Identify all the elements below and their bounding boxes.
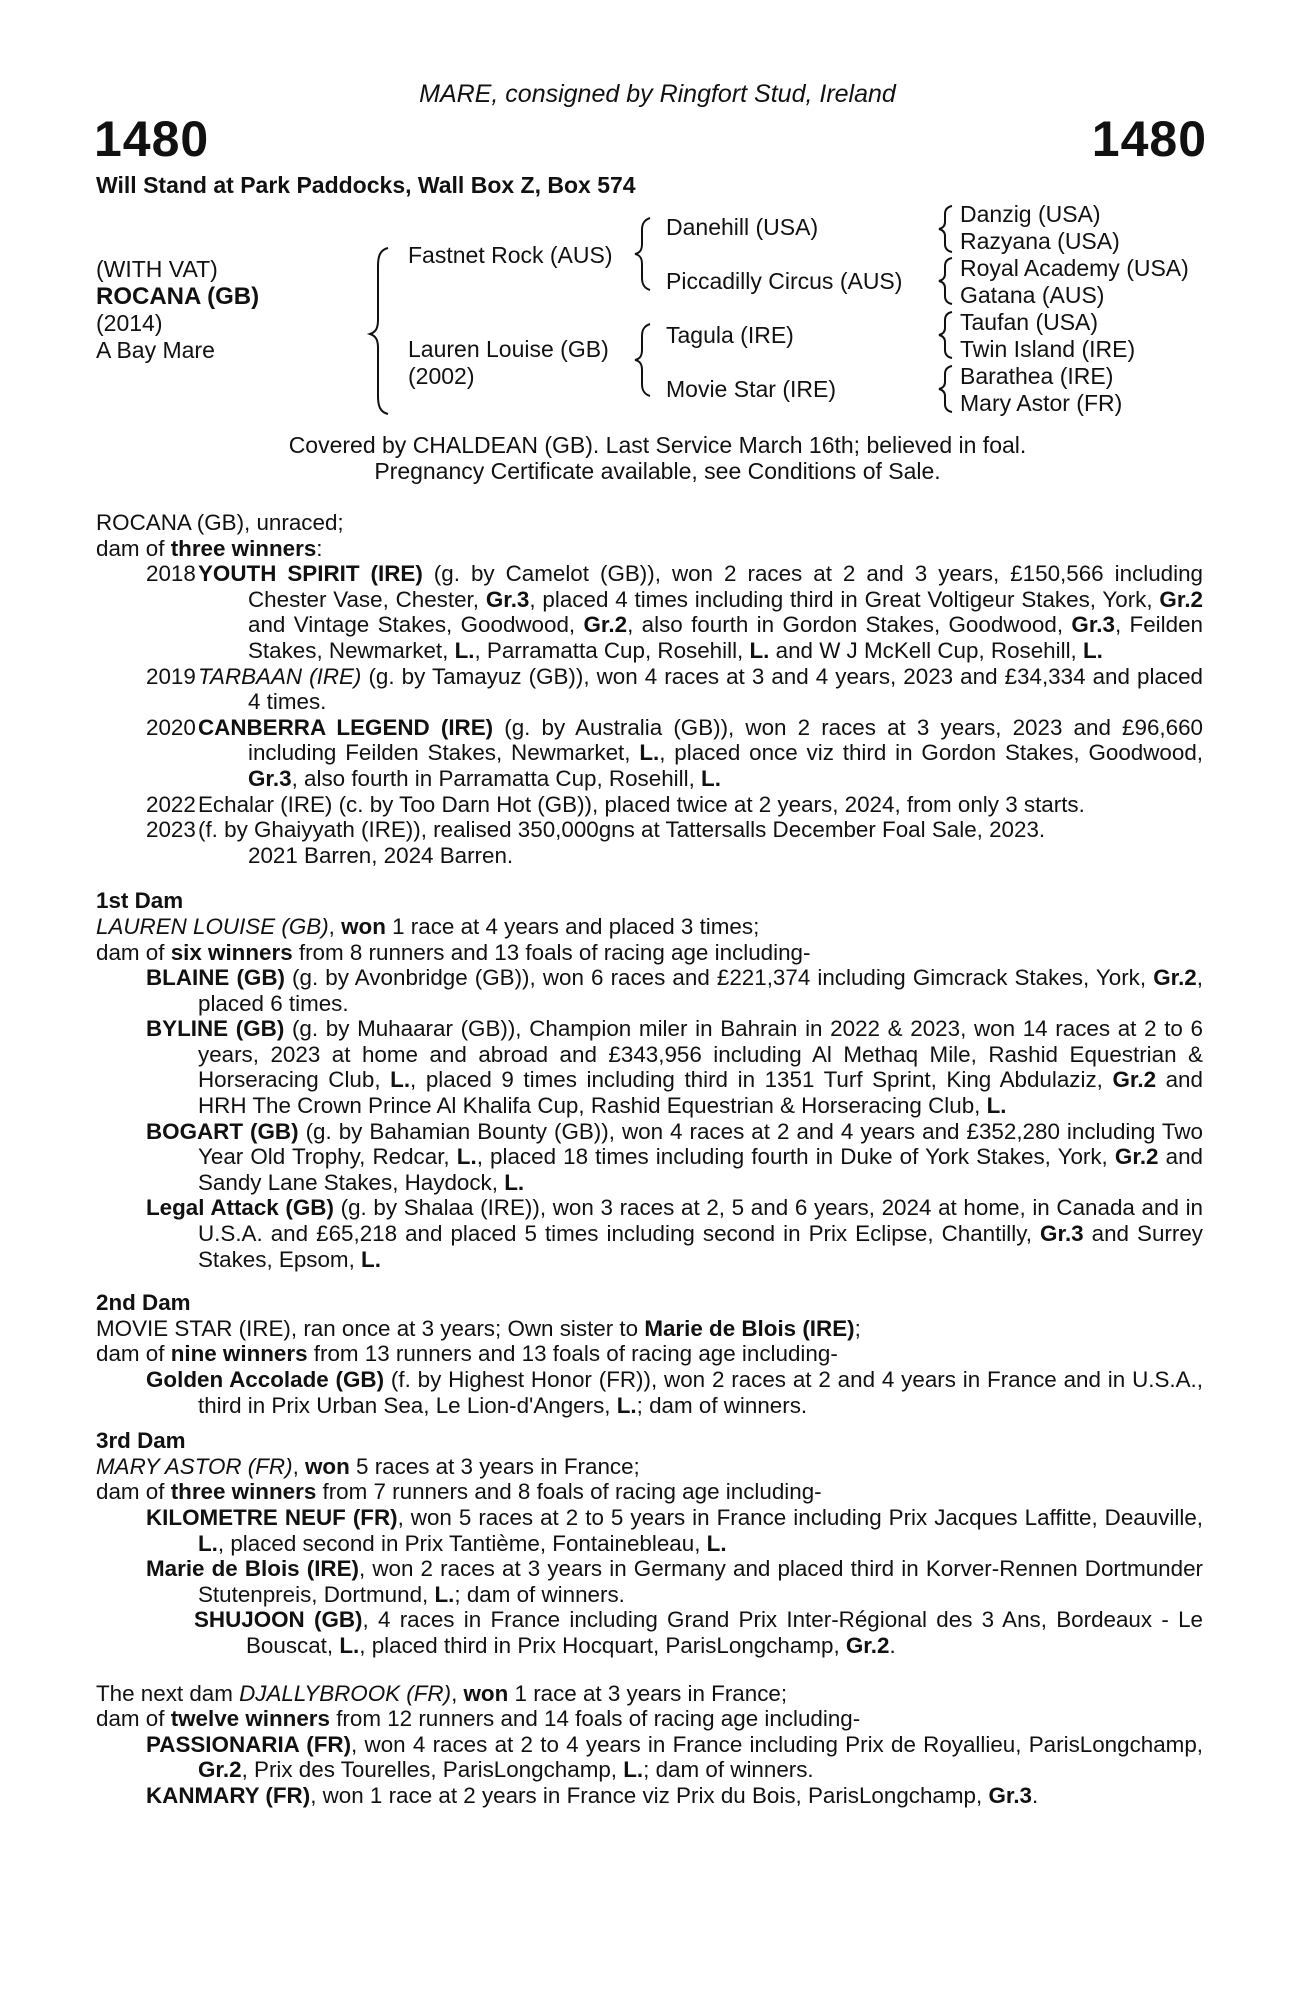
lot-number-right: 1480	[1091, 111, 1207, 167]
horse-year: (2014)	[96, 310, 163, 336]
produce-text: TARBAAN (IRE) (g. by Tamayuz (GB)), won 4 races at 3 and 4 years, 2023 and £34,334 and placed 4 times.	[198, 663, 1203, 715]
pedigree-dds: Barathea (IRE)	[960, 363, 1114, 389]
catalogue-body	[96, 510, 1203, 1809]
second-dam-line-2: dam of nine winners from 13 runners and 13 foals of racing age including-	[96, 1341, 838, 1367]
lot-number-left: 1480	[94, 111, 210, 167]
first-dam-runner: BYLINE (GB) (g. by Muhaarar (GB)), Champion miler in Bahrain in 2022 & 2023, won 14 races at 2 to 6 years, 2023 at home and abroad and £343,956 including Al Methaq Mile, Rashid Equestrian & Horseracing Club, L., placed 9 times including third in 1351 Turf Sprint, King Abdulaziz, Gr.2 and HRH The Crown Prince Al Khalifa Cup, Rashid Equestrian & Horseracing Club, L.	[146, 1016, 1203, 1119]
produce-item	[96, 664, 1203, 715]
produce-item	[96, 561, 1203, 663]
second-dam-line-1: MOVIE STAR (IRE), ran once at 3 years; Own sister to Marie de Blois (IRE);	[96, 1315, 861, 1341]
produce-year: 2018	[146, 561, 196, 587]
brace-sd	[939, 258, 952, 304]
third-dam-heading: 3rd Dam	[96, 1428, 186, 1454]
pedigree-ds: Tagula (IRE)	[666, 322, 794, 348]
pedigree-dam: Lauren Louise (GB)	[408, 336, 609, 362]
produce-year: 2023	[146, 817, 196, 843]
covered-line-2: Pregnancy Certificate available, see Conditions of Sale.	[374, 458, 941, 484]
second-dam-runner: Golden Accolade (GB) (f. by Highest Honor (FR)), won 2 races at 2 and 4 years in France and in U.S.A., third in Prix Urban Sea, Le Lion-d'Angers, L.; dam of winners.	[146, 1367, 1203, 1418]
pedigree-ssd: Razyana (USA)	[960, 228, 1120, 254]
brace-ss	[939, 206, 952, 252]
brace-dd	[939, 366, 952, 412]
pedigree-sire: Fastnet Rock (AUS)	[408, 242, 613, 268]
pedigree-sds: Royal Academy (USA)	[960, 255, 1189, 281]
third-dam-runner: KILOMETRE NEUF (FR), won 5 races at 2 to 5 years in France including Prix Jacques Laffitte, Deauville, L., placed second in Prix Tantième, Fontainebleau, L.	[146, 1504, 1203, 1556]
pedigree-ddd: Mary Astor (FR)	[960, 390, 1123, 416]
stand-location: Will Stand at Park Paddocks, Wall Box Z, Box 574	[96, 172, 636, 198]
second-dam-heading: 2nd Dam	[96, 1290, 191, 1316]
pedigree-ss: Danehill (USA)	[666, 214, 819, 240]
first-dam-list	[96, 965, 1203, 1272]
horse-name: ROCANA (GB)	[96, 283, 260, 310]
second-dam-list	[96, 1367, 1203, 1418]
third-dam-line-2: dam of three winners from 7 runners and 8 foals of racing age including-	[96, 1479, 822, 1505]
next-dam-runner: KANMARY (FR), won 1 race at 2 years in France viz Prix du Bois, ParisLongchamp, Gr.3.	[146, 1782, 1039, 1808]
third-dam-runner: Marie de Blois (IRE), won 2 races at 3 years in Germany and placed third in Korver-Rennen Dortmunder Stutenpreis, Dortmund, L.; dam of winners.	[146, 1556, 1203, 1607]
produce-intro: ROCANA (GB), unraced;	[96, 510, 344, 535]
produce-item	[96, 715, 1203, 792]
brace-ds	[939, 312, 952, 358]
produce-text: YOUTH SPIRIT (IRE) (g. by Camelot (GB)), won 2 races at 2 and 3 years, £150,566 including Chester Vase, Chester, Gr.3, placed 4 times including third in Great Voltigeur Stakes, York, Gr.2 and Vintage Stakes, Goodwood, Gr.2, also fourth in Gordon Stakes, Goodwood, Gr.3, Feilden Stakes, Newmarket, L., Parramatta Cup, Rosehill, L. and W J McKell Cup, Rosehill, L.	[198, 561, 1203, 663]
produce-dam-of: dam of three winners:	[96, 535, 323, 561]
next-dam-list	[96, 1732, 1203, 1809]
first-dam-line-1: LAUREN LOUISE (GB), won 1 race at 4 years and placed 3 times;	[96, 913, 760, 939]
third-dam-sublist	[96, 1607, 1203, 1658]
produce-year: 2019	[146, 663, 196, 689]
produce-year: 2020	[146, 714, 196, 740]
covered-line-1: Covered by CHALDEAN (GB). Last Service March 16th; believed in foal.	[288, 432, 1027, 458]
covered-note	[0, 432, 1315, 484]
pedigree-braces	[0, 0, 1315, 430]
brace-main	[370, 248, 388, 414]
third-dam-sub-runner: SHUJOON (GB), 4 races in France including Grand Prix Inter-Régional des 3 Ans, Bordeaux - Le Bouscat, L., placed third in Prix Hocquart, ParisLongchamp, Gr.2.	[194, 1607, 1203, 1658]
produce-item	[96, 843, 1203, 869]
produce-list	[96, 561, 1203, 868]
pedigree-dsd: Twin Island (IRE)	[960, 336, 1136, 362]
pedigree-dam-year: (2002)	[408, 363, 475, 389]
first-dam-runner: BLAINE (GB) (g. by Avonbridge (GB)), won 6 races and £221,374 including Gimcrack Stakes, York, Gr.2, placed 6 times.	[146, 965, 1203, 1016]
produce-item	[96, 817, 1203, 843]
first-dam-runner: BOGART (GB) (g. by Bahamian Bounty (GB)), won 4 races at 2 and 4 years and £352,280 including Two Year Old Trophy, Redcar, L., placed 18 times including fourth in Duke of York Stakes, York, Gr.2 and Sandy Lane Stakes, Haydock, L.	[146, 1118, 1203, 1195]
produce-text: (f. by Ghaiyyath (IRE)), realised 350,000gns at Tattersalls December Foal Sale, 2023.	[198, 817, 1046, 843]
produce-year: 2022	[146, 791, 196, 817]
third-dam-list	[96, 1505, 1203, 1607]
brace-sire	[635, 218, 650, 290]
first-dam-heading: 1st Dam	[96, 888, 184, 914]
vat-label: (WITH VAT)	[96, 256, 218, 282]
page-subtitle: MARE, consigned by Ringfort Stud, Ireland	[419, 80, 896, 108]
produce-text: Echalar (IRE) (c. by Too Darn Hot (GB)), placed twice at 2 years, 2024, from only 3 starts.	[198, 791, 1085, 817]
pedigree-sdd: Gatana (AUS)	[960, 282, 1105, 308]
next-dam-line-1: The next dam DJALLYBROOK (FR), won 1 race at 3 years in France;	[96, 1680, 788, 1706]
first-dam-line-2: dam of six winners from 8 runners and 13 foals of racing age including-	[96, 939, 811, 965]
pedigree-sss: Danzig (USA)	[960, 201, 1101, 227]
produce-text: CANBERRA LEGEND (IRE) (g. by Australia (GB)), won 2 races at 3 years, 2023 and £96,660 including Feilden Stakes, Newmarket, L., placed once viz third in Gordon Stakes, Goodwood, Gr.3, also fourth in Parramatta Cup, Rosehill, L.	[198, 714, 1203, 791]
produce-text: 2021 Barren, 2024 Barren.	[248, 842, 514, 868]
first-dam-runner: Legal Attack (GB) (g. by Shalaa (IRE)), won 3 races at 2, 5 and 6 years, 2024 at home, in Canada and in U.S.A. and £65,218 and placed 5 times including second in Prix Eclipse, Chantilly, Gr.3 and Surrey Stakes, Epsom, L.	[146, 1195, 1203, 1272]
pedigree-sd: Piccadilly Circus (AUS)	[666, 268, 903, 294]
pedigree-dd: Movie Star (IRE)	[666, 376, 836, 402]
pedigree-dss: Taufan (USA)	[960, 309, 1099, 335]
horse-description: A Bay Mare	[96, 337, 215, 363]
next-dam-line-2: dam of twelve winners from 12 runners and 14 foals of racing age including-	[96, 1706, 861, 1732]
next-dam-runner: PASSIONARIA (FR), won 4 races at 2 to 4 years in France including Prix de Royallieu, ParisLongchamp, Gr.2, Prix des Tourelles, ParisLongchamp, L.; dam of winners.	[146, 1731, 1203, 1783]
produce-item	[96, 792, 1203, 818]
third-dam-line-1: MARY ASTOR (FR), won 5 races at 3 years in France;	[96, 1453, 640, 1479]
brace-dam	[635, 324, 650, 396]
